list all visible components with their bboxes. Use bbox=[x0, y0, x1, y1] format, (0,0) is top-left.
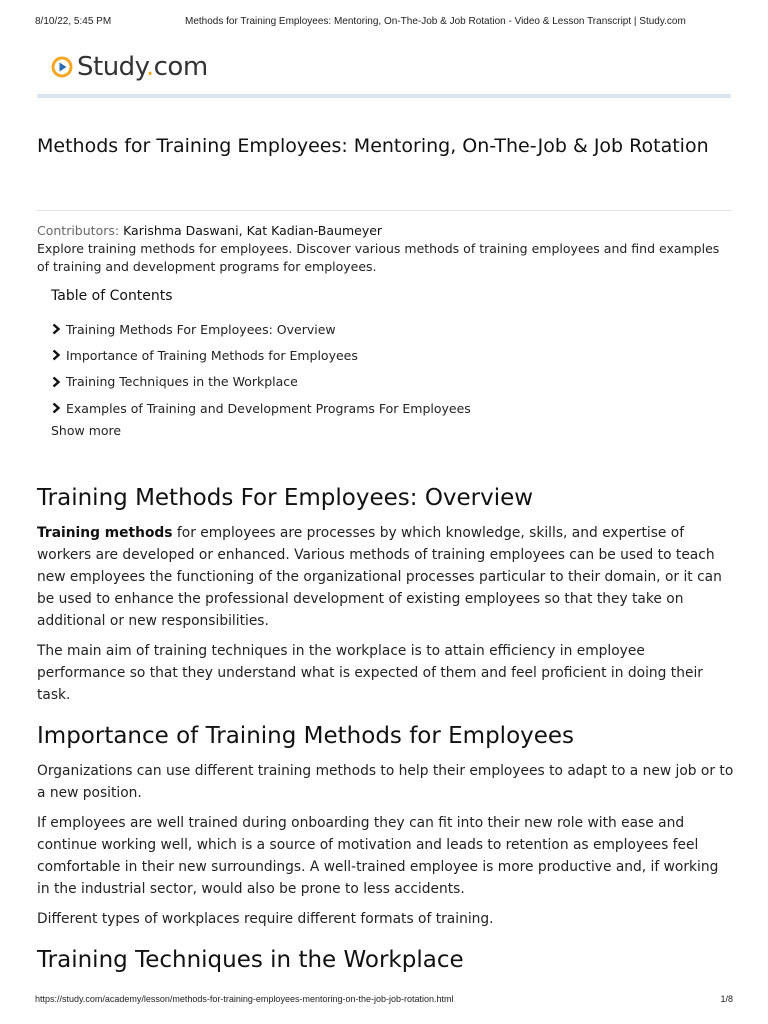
overview-paragraph-2: The main aim of training techniques in the workplace is to attain efficiency in employee performance so that they understand what is expected of them and feel proficient in doing their task. bbox=[37, 643, 703, 703]
print-footer bbox=[35, 994, 733, 1008]
contributors bbox=[37, 222, 382, 239]
importance-paragraph-1: Organizations can use different training methods to help their employees to adapt to a new job or to a new position. bbox=[37, 763, 734, 801]
importance-paragraph-3: Different types of workplaces require different formats of training. bbox=[37, 911, 494, 927]
toc-title: Table of Contents bbox=[51, 288, 173, 304]
overview-paragraph-1 bbox=[37, 522, 734, 632]
overview-term: Training methods bbox=[37, 525, 173, 541]
section-heading-overview: Training Methods For Employees: Overview bbox=[37, 485, 534, 511]
toc-item-examples[interactable] bbox=[51, 395, 471, 421]
study-logo[interactable] bbox=[51, 52, 208, 82]
toc-item-label: Examples of Training and Development Programs For Employees bbox=[66, 400, 471, 416]
print-datetime: 8/10/22, 5:45 PM bbox=[35, 16, 112, 27]
toc-item-overview[interactable] bbox=[51, 316, 471, 342]
toc-item-techniques[interactable] bbox=[51, 369, 471, 395]
title-divider bbox=[37, 210, 731, 211]
toc-item-label: Training Methods For Employees: Overview bbox=[66, 321, 336, 337]
overview-paragraph-1-text: for employees are processes by which knowledge, skills, and expertise of workers are developed or enhanced. Various methods of training employees can be used to teach new employees the functioning of the organizational processes particular to their domain, or it can be used to enhance the professional development of existing employees so that they take on additional or new responsibilities. bbox=[37, 525, 722, 629]
print-url: https://study.com/academy/lesson/methods-for-training-employees-mentoring-on-the-job-job-rotation.html bbox=[35, 994, 454, 1004]
chevron-right-icon bbox=[51, 323, 61, 335]
print-page-number: 1/8 bbox=[720, 994, 733, 1004]
importance-paragraph-2: If employees are well trained during onboarding they can fit into their new role with ease and continue working well, which is a source of motivation and leads to retention as employees feel comfortable in their new surroundings. A well-trained employee is more productive and, if working in the industrial sector, would also be prone to less accidents. bbox=[37, 815, 719, 897]
logo-wordmark bbox=[77, 52, 208, 82]
toc-item-importance[interactable] bbox=[51, 342, 471, 368]
logo-word: Study bbox=[77, 52, 146, 82]
play-circle-icon bbox=[51, 56, 73, 78]
print-page-title: Methods for Training Employees: Mentoring, On-The-Job & Job Rotation - Video & Lesson Transcript | Study.com bbox=[185, 16, 686, 27]
chevron-right-icon bbox=[51, 349, 61, 361]
toc-item-label: Importance of Training Methods for Employees bbox=[66, 347, 358, 363]
toc-show-more-button[interactable]: Show more bbox=[51, 423, 122, 438]
header-divider bbox=[37, 94, 731, 98]
toc-list bbox=[51, 316, 471, 421]
section-heading-importance: Importance of Training Methods for Employees bbox=[37, 723, 575, 749]
chevron-right-icon bbox=[51, 376, 61, 388]
article-title: Methods for Training Employees: Mentoring, On-The-Job & Job Rotation bbox=[37, 135, 709, 157]
logo-dot: . bbox=[145, 52, 154, 82]
chevron-right-icon bbox=[51, 402, 61, 414]
article-intro: Explore training methods for employees. Discover various methods of training employees and find examples of training and development programs for employees. bbox=[37, 241, 720, 274]
contributors-label: Contributors: bbox=[37, 223, 120, 238]
section-heading-techniques: Training Techniques in the Workplace bbox=[37, 947, 464, 973]
logo-suffix: com bbox=[153, 52, 208, 82]
contributors-names[interactable]: Karishma Daswani, Kat Kadian-Baumeyer bbox=[123, 223, 383, 238]
toc-item-label: Training Techniques in the Workplace bbox=[66, 374, 298, 390]
print-header bbox=[35, 16, 733, 30]
